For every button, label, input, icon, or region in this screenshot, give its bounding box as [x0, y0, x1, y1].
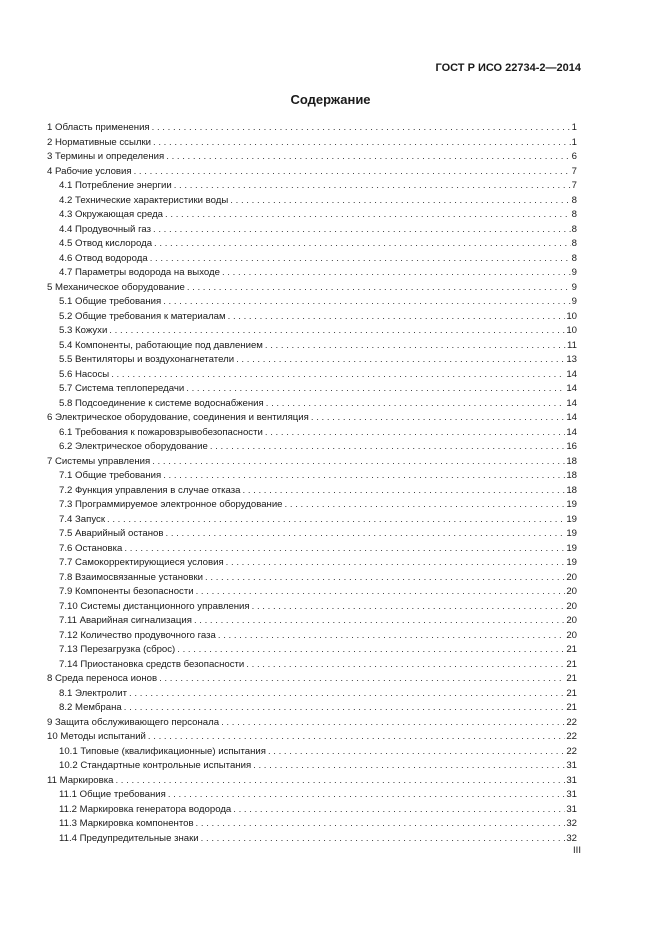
toc-entry-page: 14 — [566, 383, 577, 394]
toc-entry-page: 22 — [566, 731, 577, 742]
toc-entry[interactable] — [47, 629, 577, 644]
toc-entry-label: 11.4 Предупредительные знаки — [59, 832, 199, 844]
toc-entry-page: 32 — [566, 832, 577, 844]
toc-dot-leader — [230, 194, 570, 209]
toc-entry-page: 14 — [566, 426, 577, 438]
toc-entry-label: 7.4 Запуск — [59, 513, 106, 525]
toc-entry[interactable] — [47, 136, 577, 151]
toc-dot-leader — [124, 701, 566, 716]
toc-entry-page: 20 — [566, 615, 577, 626]
toc-dot-leader — [150, 252, 571, 267]
toc-title: Содержание — [290, 92, 371, 107]
toc-entry-page: 21 — [566, 644, 577, 655]
toc-entry[interactable] — [47, 556, 577, 571]
toc-entry-page: 8 — [571, 223, 577, 235]
toc-entry-page: 9 — [571, 281, 577, 293]
toc-entry-page: 9 — [571, 296, 577, 307]
toc-entry-label: 4.4 Продувочный газ — [59, 223, 151, 235]
toc-dot-leader — [226, 556, 566, 571]
toc-entry[interactable] — [47, 397, 577, 412]
toc-dot-leader — [153, 223, 571, 238]
toc-entry-page: 21 — [566, 673, 577, 684]
toc-entry[interactable] — [47, 600, 577, 615]
toc-dot-leader — [124, 542, 565, 557]
toc-entry[interactable] — [47, 498, 577, 513]
toc-entry[interactable] — [47, 745, 577, 760]
toc-entry-label: 7.11 Аварийная сигнализация — [59, 615, 192, 626]
toc-entry-label: 10 Методы испытаний — [47, 731, 146, 742]
toc-entry[interactable] — [47, 121, 577, 136]
toc-entry[interactable] — [47, 411, 577, 426]
toc-dot-leader — [129, 687, 565, 702]
toc-entry-page: 22 — [566, 716, 577, 728]
toc-entry-page: 8 — [571, 252, 577, 264]
toc-entry-label: 2 Нормативные ссылки — [47, 136, 152, 148]
toc-entry-page: 1 — [571, 122, 577, 133]
toc-dot-leader — [111, 368, 565, 383]
toc-entry[interactable] — [47, 339, 577, 354]
toc-entry-label: 7.8 Взаимосвязанные установки — [59, 571, 204, 583]
toc-entry-page: 19 — [566, 513, 577, 525]
toc-entry[interactable] — [47, 716, 577, 731]
toc-entry[interactable] — [47, 513, 577, 528]
toc-dot-leader — [242, 484, 565, 499]
toc-entry-label: 4.7 Параметры водорода на выходе — [59, 267, 220, 278]
toc-dot-leader — [205, 571, 565, 586]
toc-entry-page: 19 — [566, 499, 577, 510]
toc-entry-label: 11.1 Общие требования — [59, 789, 166, 800]
toc-entry-label: 8.1 Электролит — [59, 687, 128, 699]
toc-entry[interactable] — [47, 542, 577, 557]
toc-entry[interactable] — [47, 252, 577, 267]
toc-dot-leader — [228, 310, 566, 325]
toc-entry-page: 6 — [571, 151, 577, 162]
toc-entry-label: 1 Область применения — [47, 122, 150, 133]
toc-entry-page: 19 — [566, 528, 577, 539]
toc-entry-label: 11.3 Маркировка компонентов — [59, 818, 194, 829]
toc-entry-page: 31 — [566, 789, 577, 800]
toc-entry[interactable] — [47, 832, 577, 847]
toc-dot-leader — [134, 165, 571, 180]
toc-dot-leader — [163, 295, 570, 310]
toc-entry-label: 8.2 Мембрана — [59, 702, 122, 713]
toc-entry-label: 7.9 Компоненты безопасности — [59, 586, 194, 597]
toc-entry-label: 6 Электрическое оборудование, соединения и вентиляция — [47, 412, 309, 423]
toc-entry[interactable] — [47, 774, 577, 789]
toc-entry-label: 4.3 Окружающая среда — [59, 209, 164, 220]
toc-dot-leader — [201, 832, 566, 847]
toc-entry[interactable] — [47, 788, 577, 803]
toc-entry-page: 16 — [566, 441, 577, 452]
toc-entry-label: 7.10 Системы дистанционного управления — [59, 600, 250, 612]
toc-entry-label: 9 Защита обслуживающего персонала — [47, 716, 220, 728]
toc-entry[interactable] — [47, 803, 577, 818]
toc-entry-page: 18 — [566, 484, 577, 496]
toc-entry-page: 13 — [566, 354, 577, 365]
toc-dot-leader — [109, 324, 565, 339]
toc-entry-page: 8 — [571, 194, 577, 206]
toc-entry-label: 7.6 Остановка — [59, 542, 123, 554]
toc-dot-leader — [196, 585, 566, 600]
toc-entry-label: 11.2 Маркировка генератора водорода — [59, 803, 232, 815]
toc-entry-page: 20 — [566, 629, 577, 641]
toc-entry-label: 6.1 Требования к пожаровзрывобезопасности — [59, 426, 263, 438]
toc-dot-leader — [153, 136, 571, 151]
toc-entry[interactable] — [47, 585, 577, 600]
toc-entry-label: 10.1 Типовые (квалификационные) испытания — [59, 745, 266, 757]
document-code: ГОСТ Р ИСО 22734-2—2014 — [435, 62, 581, 74]
toc-entry-label: 3 Термины и определения — [47, 151, 165, 162]
toc-entry-label: 5.4 Компоненты, работающие под давлением — [59, 339, 263, 351]
toc-entry[interactable] — [47, 687, 577, 702]
toc-entry[interactable] — [47, 455, 577, 470]
toc-dot-leader — [311, 411, 565, 426]
toc-entry[interactable] — [47, 353, 577, 368]
toc-entry-label: 5.5 Вентиляторы и воздухонагнетатели — [59, 354, 235, 365]
toc-entry[interactable] — [47, 440, 577, 455]
toc-dot-leader — [194, 614, 565, 629]
toc-entry[interactable] — [47, 527, 577, 542]
toc-entry[interactable] — [47, 295, 577, 310]
toc-dot-leader — [177, 643, 565, 658]
toc-dot-leader — [252, 600, 566, 615]
toc-entry-label: 5.1 Общие требования — [59, 296, 162, 307]
toc-entry-label: 7.12 Количество продувочного газа — [59, 629, 216, 641]
toc-dot-leader — [115, 774, 565, 789]
toc-entry[interactable] — [47, 817, 577, 832]
toc-entry[interactable] — [47, 658, 577, 673]
toc-dot-leader — [166, 150, 570, 165]
toc-dot-leader — [222, 266, 571, 281]
toc-entry[interactable] — [47, 223, 577, 238]
toc-dot-leader — [268, 745, 565, 760]
toc-dot-leader — [265, 339, 566, 354]
toc-entry[interactable] — [47, 426, 577, 441]
toc-entry-page: 11 — [567, 339, 577, 351]
toc-entry-label: 7.7 Самокорректирующиеся условия — [59, 557, 224, 568]
toc-dot-leader — [186, 382, 565, 397]
toc-entry[interactable] — [47, 759, 577, 774]
toc-entry-label: 4.1 Потребление энергии — [59, 180, 172, 191]
toc-entry[interactable] — [47, 484, 577, 499]
toc-entry[interactable] — [47, 266, 577, 281]
toc-dot-leader — [165, 208, 571, 223]
toc-entry-page: 8 — [571, 209, 577, 220]
toc-dot-leader — [159, 672, 565, 687]
toc-entry[interactable] — [47, 672, 577, 687]
toc-entry-page: 19 — [566, 542, 577, 554]
toc-entry-page: 8 — [571, 238, 577, 249]
toc-entry-page: 14 — [566, 412, 577, 423]
toc-dot-leader — [196, 817, 566, 832]
toc-dot-leader — [168, 788, 566, 803]
toc-dot-leader — [148, 730, 565, 745]
toc-dot-leader — [174, 179, 571, 194]
toc-entry-label: 5 Механическое оборудование — [47, 281, 185, 293]
toc-dot-leader — [187, 281, 571, 296]
toc-entry-label: 5.6 Насосы — [59, 368, 110, 380]
toc-entry-label: 4 Рабочие условия — [47, 165, 132, 177]
toc-entry-label: 7.2 Функция управления в случае отказа — [59, 484, 241, 496]
toc-entry-page: 31 — [566, 760, 577, 771]
toc-dot-leader — [221, 716, 565, 731]
toc-dot-leader — [266, 397, 566, 412]
toc-dot-leader — [253, 759, 565, 774]
toc-entry-page: 22 — [566, 745, 577, 757]
toc-entry[interactable] — [47, 469, 577, 484]
toc-entry-page: 1 — [571, 136, 577, 148]
toc-entry-label: 7 Системы управления — [47, 455, 151, 467]
toc-entry-page: 20 — [566, 571, 577, 583]
toc-entry-label: 8 Среда переноса ионов — [47, 673, 158, 684]
toc-entry-label: 11 Маркировка — [47, 774, 114, 786]
toc-entry-label: 5.3 Кожухи — [59, 325, 108, 336]
toc-entry[interactable] — [47, 382, 577, 397]
toc-entry-label: 5.7 Система теплопередачи — [59, 383, 185, 394]
toc-entry-page: 7 — [571, 180, 577, 191]
toc-dot-leader — [163, 469, 565, 484]
toc-entry-label: 4.5 Отвод кислорода — [59, 238, 153, 249]
toc-entry-label: 4.6 Отвод водорода — [59, 252, 148, 264]
toc-entry[interactable] — [47, 281, 577, 296]
toc-entry[interactable] — [47, 614, 577, 629]
toc-entry-label: 5.2 Общие требования к материалам — [59, 310, 226, 322]
toc-dot-leader — [152, 455, 565, 470]
toc-entry-label: 6.2 Электрическое оборудование — [59, 441, 208, 452]
toc-dot-leader — [246, 658, 565, 673]
toc-entry-label: 7.13 Перезагрузка (сброс) — [59, 644, 176, 655]
toc-entry-page: 19 — [566, 557, 577, 568]
toc-entry-label: 4.2 Технические характеристики воды — [59, 194, 229, 206]
toc-dot-leader — [210, 440, 566, 455]
toc-entry-page: 21 — [566, 687, 577, 699]
toc-entry[interactable] — [47, 150, 577, 165]
toc-entry-page: 31 — [566, 803, 577, 815]
toc-entry-label: 5.8 Подсоединение к системе водоснабжения — [59, 397, 264, 409]
toc-entry[interactable] — [47, 165, 577, 180]
toc-dot-leader — [165, 527, 565, 542]
toc-entry-page: 7 — [571, 165, 577, 177]
toc-entry[interactable] — [47, 324, 577, 339]
toc-dot-leader — [152, 121, 571, 136]
toc-dot-leader — [233, 803, 565, 818]
toc-entry-label: 7.3 Программируемое электронное оборудование — [59, 499, 283, 510]
toc-dot-leader — [236, 353, 565, 368]
toc-entry-label: 7.14 Приостановка средств безопасности — [59, 658, 245, 670]
page-number: III — [573, 845, 581, 856]
toc-entry[interactable] — [47, 179, 577, 194]
toc-entry-page: 21 — [566, 658, 577, 670]
toc-entry-label: 7.5 Аварийный останов — [59, 528, 164, 539]
toc-dot-leader — [218, 629, 565, 644]
toc-entry-page: 18 — [566, 470, 577, 481]
toc-entry[interactable] — [47, 237, 577, 252]
toc-entry[interactable] — [47, 643, 577, 658]
toc-entry-page: 10 — [566, 310, 577, 322]
toc-dot-leader — [107, 513, 565, 528]
toc-entry-page: 31 — [566, 774, 577, 786]
toc-entry-label: 7.1 Общие требования — [59, 470, 162, 481]
table-of-contents — [47, 121, 577, 846]
toc-entry[interactable] — [47, 368, 577, 383]
toc-dot-leader — [285, 498, 566, 513]
toc-entry-label: 10.2 Стандартные контрольные испытания — [59, 760, 252, 771]
toc-entry-page: 32 — [566, 818, 577, 829]
toc-entry-page: 20 — [566, 600, 577, 612]
toc-entry-page: 18 — [566, 455, 577, 467]
toc-entry[interactable] — [47, 310, 577, 325]
toc-entry-page: 21 — [566, 702, 577, 713]
toc-entry-page: 14 — [566, 368, 577, 380]
toc-entry[interactable] — [47, 571, 577, 586]
toc-entry[interactable] — [47, 194, 577, 209]
toc-entry-page: 10 — [566, 325, 577, 336]
toc-entry-page: 20 — [566, 586, 577, 597]
toc-entry[interactable] — [47, 208, 577, 223]
toc-dot-leader — [265, 426, 565, 441]
toc-entry[interactable] — [47, 701, 577, 716]
toc-entry-page: 9 — [571, 267, 577, 278]
toc-entry[interactable] — [47, 730, 577, 745]
toc-dot-leader — [154, 237, 571, 252]
toc-entry-page: 14 — [566, 397, 577, 409]
